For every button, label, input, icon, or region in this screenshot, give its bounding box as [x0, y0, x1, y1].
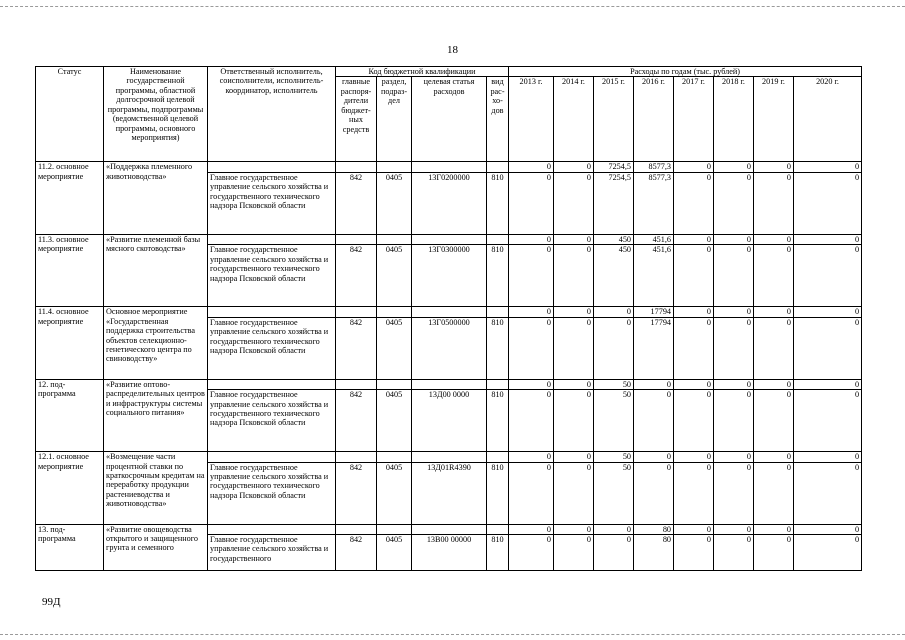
row-detail-value: 0 [509, 245, 554, 307]
row-name: «Поддержка племенного животноводства» [104, 162, 208, 234]
table-row-total [36, 524, 862, 534]
row-total-value: 0 [794, 307, 862, 317]
row-code-type: 810 [487, 172, 509, 234]
row-executor: Главное государственное управление сельского хозяйства и государственного технического надзора Псковской области [208, 245, 336, 307]
row-code-section: 0405 [377, 390, 412, 452]
row-total-value: 17794 [634, 307, 674, 317]
row-code-admin: 842 [336, 317, 377, 379]
row-detail-value: 0 [554, 172, 594, 234]
row-total-value: 0 [754, 524, 794, 534]
row-detail-value: 0 [509, 462, 554, 524]
row-executor-blank [208, 379, 336, 389]
row-code-blank [336, 162, 377, 172]
row-detail-value: 0 [714, 317, 754, 379]
row-code-article: 13Г0300000 [412, 245, 487, 307]
row-code-blank [377, 162, 412, 172]
header-year: 2020 г. [794, 77, 862, 162]
row-total-value: 50 [594, 379, 634, 389]
header-year: 2013 г. [509, 77, 554, 162]
row-total-value: 0 [594, 307, 634, 317]
row-detail-value: 0 [674, 390, 714, 452]
header-executor: Ответственный исполнитель, соисполнители, исполнитель-координатор, исполнитель [208, 67, 336, 162]
row-total-value: 0 [674, 162, 714, 172]
row-detail-value: 0 [794, 462, 862, 524]
row-code-section: 0405 [377, 172, 412, 234]
row-detail-value: 17794 [634, 317, 674, 379]
row-executor: Главное государственное управление сельского хозяйства и государственного технического надзора Псковской области [208, 462, 336, 524]
header-year: 2014 г. [554, 77, 594, 162]
header-name: Наименование государственной программы, областной долгосрочной целевой программы, подпрограммы (ведомственной целевой программы, основного мероприятия) [104, 67, 208, 162]
row-code-blank [412, 452, 487, 462]
row-code-blank [487, 524, 509, 534]
row-detail-value: 0 [714, 390, 754, 452]
row-code-blank [487, 307, 509, 317]
row-total-value: 7254,5 [594, 162, 634, 172]
row-detail-value: 0 [674, 317, 714, 379]
row-name: «Развитие оптово-распределительных центров и инфраструктуры системы социального питания» [104, 379, 208, 451]
table-body [36, 162, 862, 571]
row-detail-value: 0 [509, 172, 554, 234]
row-detail-value: 0 [754, 317, 794, 379]
row-detail-value: 50 [594, 462, 634, 524]
row-name: «Развитие овощеводства открытого и защищенного грунта и семенного [104, 524, 208, 570]
row-detail-value: 0 [509, 390, 554, 452]
row-detail-value: 0 [674, 245, 714, 307]
row-detail-value: 0 [594, 317, 634, 379]
row-detail-value: 450 [594, 245, 634, 307]
row-detail-value: 0 [674, 534, 714, 570]
row-code-article: 13Д00 0000 [412, 390, 487, 452]
row-executor-blank [208, 234, 336, 244]
row-total-value: 80 [634, 524, 674, 534]
row-executor-blank [208, 162, 336, 172]
row-detail-value: 0 [794, 390, 862, 452]
row-code-blank [336, 524, 377, 534]
table-row-total [36, 234, 862, 244]
row-detail-value: 0 [509, 317, 554, 379]
row-detail-value: 0 [794, 534, 862, 570]
row-code-section: 0405 [377, 462, 412, 524]
row-total-value: 0 [509, 524, 554, 534]
header-year: 2015 г. [594, 77, 634, 162]
row-total-value: 0 [674, 307, 714, 317]
row-total-value: 0 [794, 524, 862, 534]
row-executor-blank [208, 524, 336, 534]
row-total-value: 0 [554, 162, 594, 172]
row-detail-value: 8577,3 [634, 172, 674, 234]
row-status: 12. под-программа [36, 379, 104, 451]
row-code-section: 0405 [377, 245, 412, 307]
row-detail-value: 0 [634, 390, 674, 452]
row-total-value: 0 [509, 234, 554, 244]
row-code-type: 810 [487, 317, 509, 379]
row-total-value: 0 [754, 234, 794, 244]
row-total-value: 0 [754, 162, 794, 172]
row-code-blank [412, 524, 487, 534]
row-total-value: 0 [674, 524, 714, 534]
row-code-blank [487, 162, 509, 172]
header-year: 2019 г. [754, 77, 794, 162]
row-code-type: 810 [487, 534, 509, 570]
row-name: Основное мероприятие «Государственная поддержка строительства объектов селекционно-генетического центра по свиноводству» [104, 307, 208, 379]
row-total-value: 0 [634, 379, 674, 389]
table-row-total [36, 307, 862, 317]
row-executor: Главное государственное управление сельского хозяйства и государственного технического надзора Псковской области [208, 317, 336, 379]
page-number: 18 [447, 44, 458, 56]
row-executor: Главное государственное управление сельского хозяйства и государственного технического надзора Псковской области [208, 172, 336, 234]
row-code-admin: 842 [336, 390, 377, 452]
row-detail-value: 0 [674, 172, 714, 234]
row-code-blank [412, 379, 487, 389]
row-code-blank [487, 452, 509, 462]
row-code-blank [336, 379, 377, 389]
row-total-value: 0 [509, 307, 554, 317]
row-executor: Главное государственное управление сельского хозяйства и государственного [208, 534, 336, 570]
row-code-section: 0405 [377, 534, 412, 570]
header-code-col: главные распоря-дители бюджет-ных средств [336, 77, 377, 162]
row-detail-value: 7254,5 [594, 172, 634, 234]
row-detail-value: 0 [714, 462, 754, 524]
row-code-blank [377, 234, 412, 244]
row-code-article: 13Д01R4390 [412, 462, 487, 524]
row-code-blank [412, 162, 487, 172]
row-total-value: 0 [554, 524, 594, 534]
row-detail-value: 0 [714, 172, 754, 234]
row-executor: Главное государственное управление сельского хозяйства и государственного технического надзора Псковской области [208, 390, 336, 452]
row-detail-value: 0 [674, 462, 714, 524]
header-year: 2018 г. [714, 77, 754, 162]
row-total-value: 0 [714, 379, 754, 389]
row-total-value: 0 [754, 452, 794, 462]
row-total-value: 50 [594, 452, 634, 462]
row-code-admin: 842 [336, 462, 377, 524]
row-total-value: 0 [714, 162, 754, 172]
row-status: 11.3. основное мероприятие [36, 234, 104, 306]
row-name: «Возмещение части процентной ставки по краткосрочным кредитам на переработку продукции растениеводства и животноводства» [104, 452, 208, 524]
row-detail-value: 0 [794, 317, 862, 379]
footer-mark: 99Д [42, 596, 61, 608]
row-code-blank [487, 379, 509, 389]
header-code-col: раздел, подраз-дел [377, 77, 412, 162]
header-status: Статус [36, 67, 104, 162]
row-code-blank [377, 307, 412, 317]
row-detail-value: 0 [554, 462, 594, 524]
row-detail-value: 0 [714, 534, 754, 570]
row-total-value: 0 [554, 234, 594, 244]
row-total-value: 0 [509, 162, 554, 172]
row-detail-value: 0 [554, 245, 594, 307]
row-code-blank [336, 234, 377, 244]
row-code-blank [336, 307, 377, 317]
row-code-admin: 842 [336, 245, 377, 307]
row-detail-value: 0 [554, 534, 594, 570]
row-code-admin: 842 [336, 172, 377, 234]
row-status: 12.1. основное мероприятие [36, 452, 104, 524]
row-total-value: 0 [509, 379, 554, 389]
row-total-value: 0 [794, 234, 862, 244]
row-detail-value: 0 [754, 534, 794, 570]
row-code-blank [336, 452, 377, 462]
row-total-value: 0 [509, 452, 554, 462]
table-row-total [36, 452, 862, 462]
row-code-section: 0405 [377, 317, 412, 379]
header-expenses: Расходы по годам (тыс. рублей) [509, 67, 862, 77]
row-detail-value: 0 [754, 462, 794, 524]
row-code-blank [412, 307, 487, 317]
row-total-value: 0 [754, 379, 794, 389]
scan-edge-top [0, 6, 905, 7]
row-code-blank [377, 524, 412, 534]
row-code-article: 13Г0500000 [412, 317, 487, 379]
row-code-article: 13Г0200000 [412, 172, 487, 234]
row-code-type: 810 [487, 245, 509, 307]
row-total-value: 8577,3 [634, 162, 674, 172]
row-total-value: 451,6 [634, 234, 674, 244]
row-total-value: 0 [794, 162, 862, 172]
row-code-type: 810 [487, 390, 509, 452]
row-code-article: 13В00 00000 [412, 534, 487, 570]
row-detail-value: 0 [554, 317, 594, 379]
row-code-admin: 842 [336, 534, 377, 570]
row-detail-value: 0 [754, 172, 794, 234]
row-code-type: 810 [487, 462, 509, 524]
row-detail-value: 0 [634, 462, 674, 524]
row-status: 13. под-программа [36, 524, 104, 570]
row-detail-value: 0 [794, 245, 862, 307]
row-executor-blank [208, 452, 336, 462]
row-code-blank [377, 452, 412, 462]
row-total-value: 0 [714, 524, 754, 534]
row-total-value: 450 [594, 234, 634, 244]
header-year: 2017 г. [674, 77, 714, 162]
row-total-value: 0 [634, 452, 674, 462]
row-total-value: 0 [794, 379, 862, 389]
row-name: «Развитие племенной базы мясного скотоводства» [104, 234, 208, 306]
row-total-value: 0 [794, 452, 862, 462]
row-code-blank [412, 234, 487, 244]
row-detail-value: 0 [754, 245, 794, 307]
header-code-col: целевая статья расходов [412, 77, 487, 162]
row-total-value: 0 [674, 452, 714, 462]
row-total-value: 0 [714, 307, 754, 317]
row-executor-blank [208, 307, 336, 317]
row-code-blank [377, 379, 412, 389]
table-row-total [36, 379, 862, 389]
row-detail-value: 80 [634, 534, 674, 570]
header-code-col: вид рас-хо-дов [487, 77, 509, 162]
row-total-value: 0 [674, 379, 714, 389]
table-row-total [36, 162, 862, 172]
row-detail-value: 0 [714, 245, 754, 307]
row-total-value: 0 [554, 307, 594, 317]
header-year: 2016 г. [634, 77, 674, 162]
row-total-value: 0 [554, 452, 594, 462]
row-detail-value: 0 [554, 390, 594, 452]
row-total-value: 0 [594, 524, 634, 534]
row-detail-value: 0 [754, 390, 794, 452]
row-detail-value: 0 [794, 172, 862, 234]
row-total-value: 0 [754, 307, 794, 317]
row-total-value: 0 [714, 234, 754, 244]
row-status: 11.4. основное мероприятие [36, 307, 104, 379]
scan-edge-bottom [0, 634, 905, 635]
row-detail-value: 0 [509, 534, 554, 570]
header-budget-code: Код бюджетной квалификации [336, 67, 509, 77]
row-total-value: 0 [554, 379, 594, 389]
row-detail-value: 50 [594, 390, 634, 452]
row-detail-value: 0 [594, 534, 634, 570]
row-code-blank [487, 234, 509, 244]
row-status: 11.2. основное мероприятие [36, 162, 104, 234]
row-total-value: 0 [674, 234, 714, 244]
budget-table [35, 66, 862, 571]
row-total-value: 0 [714, 452, 754, 462]
row-detail-value: 451,6 [634, 245, 674, 307]
